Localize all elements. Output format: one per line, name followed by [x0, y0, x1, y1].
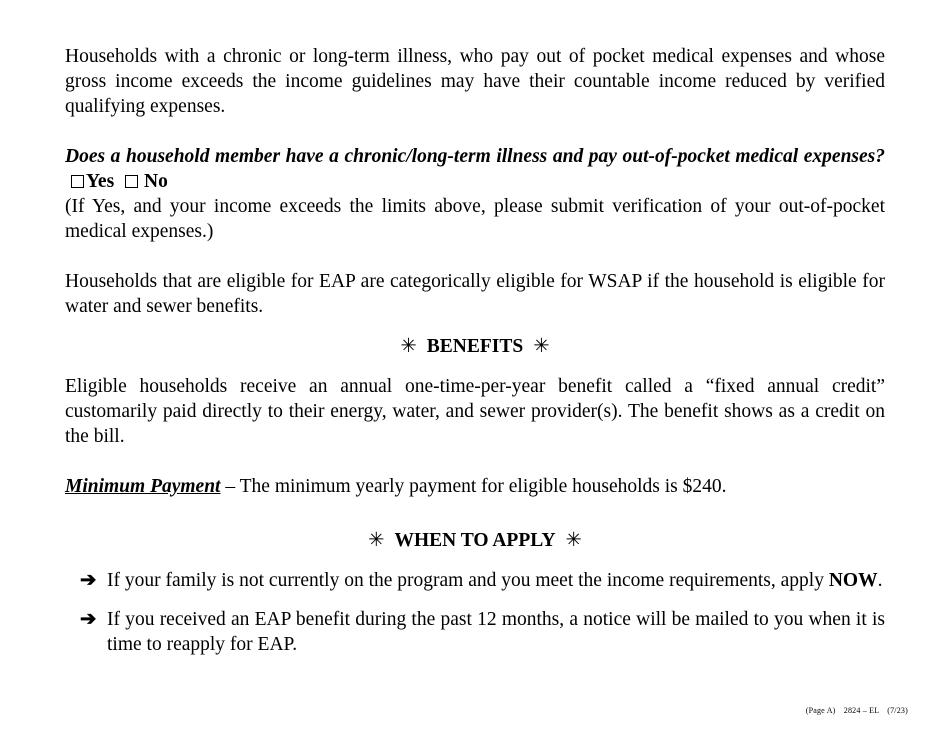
yes-checkbox[interactable] — [71, 175, 84, 188]
document-page — [65, 44, 885, 671]
when-to-apply-heading — [65, 528, 885, 553]
no-checkbox[interactable] — [125, 175, 138, 188]
asterisk-icon: ✳ — [533, 336, 550, 357]
benefits-heading — [65, 334, 885, 359]
eligibility-paragraph: Households that are eligible for EAP are categorically eligible for WSAP if the household is eligible for water and sewer benefits. — [65, 271, 885, 317]
answer-options — [71, 171, 168, 192]
minimum-payment-label: Minimum Payment — [65, 476, 221, 497]
reapply-bullet — [65, 607, 885, 657]
arrow-right-icon: ➔ — [80, 609, 97, 630]
footer-page: (Page A) — [805, 706, 836, 715]
asterisk-icon: ✳ — [400, 336, 417, 357]
bullet1-end: . — [877, 570, 883, 591]
footer-form-number: 2824 – EL — [843, 706, 880, 715]
asterisk-icon: ✳ — [565, 530, 582, 551]
when-to-apply-heading-text: WHEN TO APPLY — [394, 530, 556, 551]
yes-label: Yes — [86, 171, 115, 192]
question-text: Does a household member have a chronic/long-term illness and pay out-of-pocket medical expenses? — [65, 146, 885, 167]
bullet2-text: If you received an EAP benefit during the past 12 months, a notice will be mailed to you when it is time to reapply for EAP. — [107, 609, 885, 655]
benefits-paragraph: Eligible households receive an annual one-time-per-year benefit called a “fixed annual credit” customarily paid directly to their energy, water, and sewer provider(s). The benefit shows as a credit on the bill. — [65, 376, 885, 447]
benefits-heading-text: BENEFITS — [426, 336, 524, 357]
verification-instruction: (If Yes, and your income exceeds the limits above, please submit verification of your out-of-pocket medical expenses.) — [65, 196, 885, 242]
intro-paragraph: Households with a chronic or long-term illness, who pay out of pocket medical expenses and whose gross income exceeds the income guidelines may have their countable income reduced by verified qualifying expenses. — [65, 46, 885, 117]
page-footer — [800, 706, 908, 715]
minimum-payment-line — [65, 474, 885, 499]
footer-revision: (7/23) — [887, 706, 908, 715]
no-label: No — [144, 171, 168, 192]
arrow-right-icon: ➔ — [80, 570, 97, 591]
medical-expense-question — [65, 144, 885, 194]
minimum-payment-text: – The minimum yearly payment for eligible households is $240. — [220, 476, 727, 497]
apply-now-bullet — [65, 568, 885, 593]
bullet1-emphasis: NOW — [828, 570, 878, 591]
bullet1-text: If your family is not currently on the program and you meet the income requirements, apply — [107, 570, 829, 591]
asterisk-icon: ✳ — [368, 530, 385, 551]
